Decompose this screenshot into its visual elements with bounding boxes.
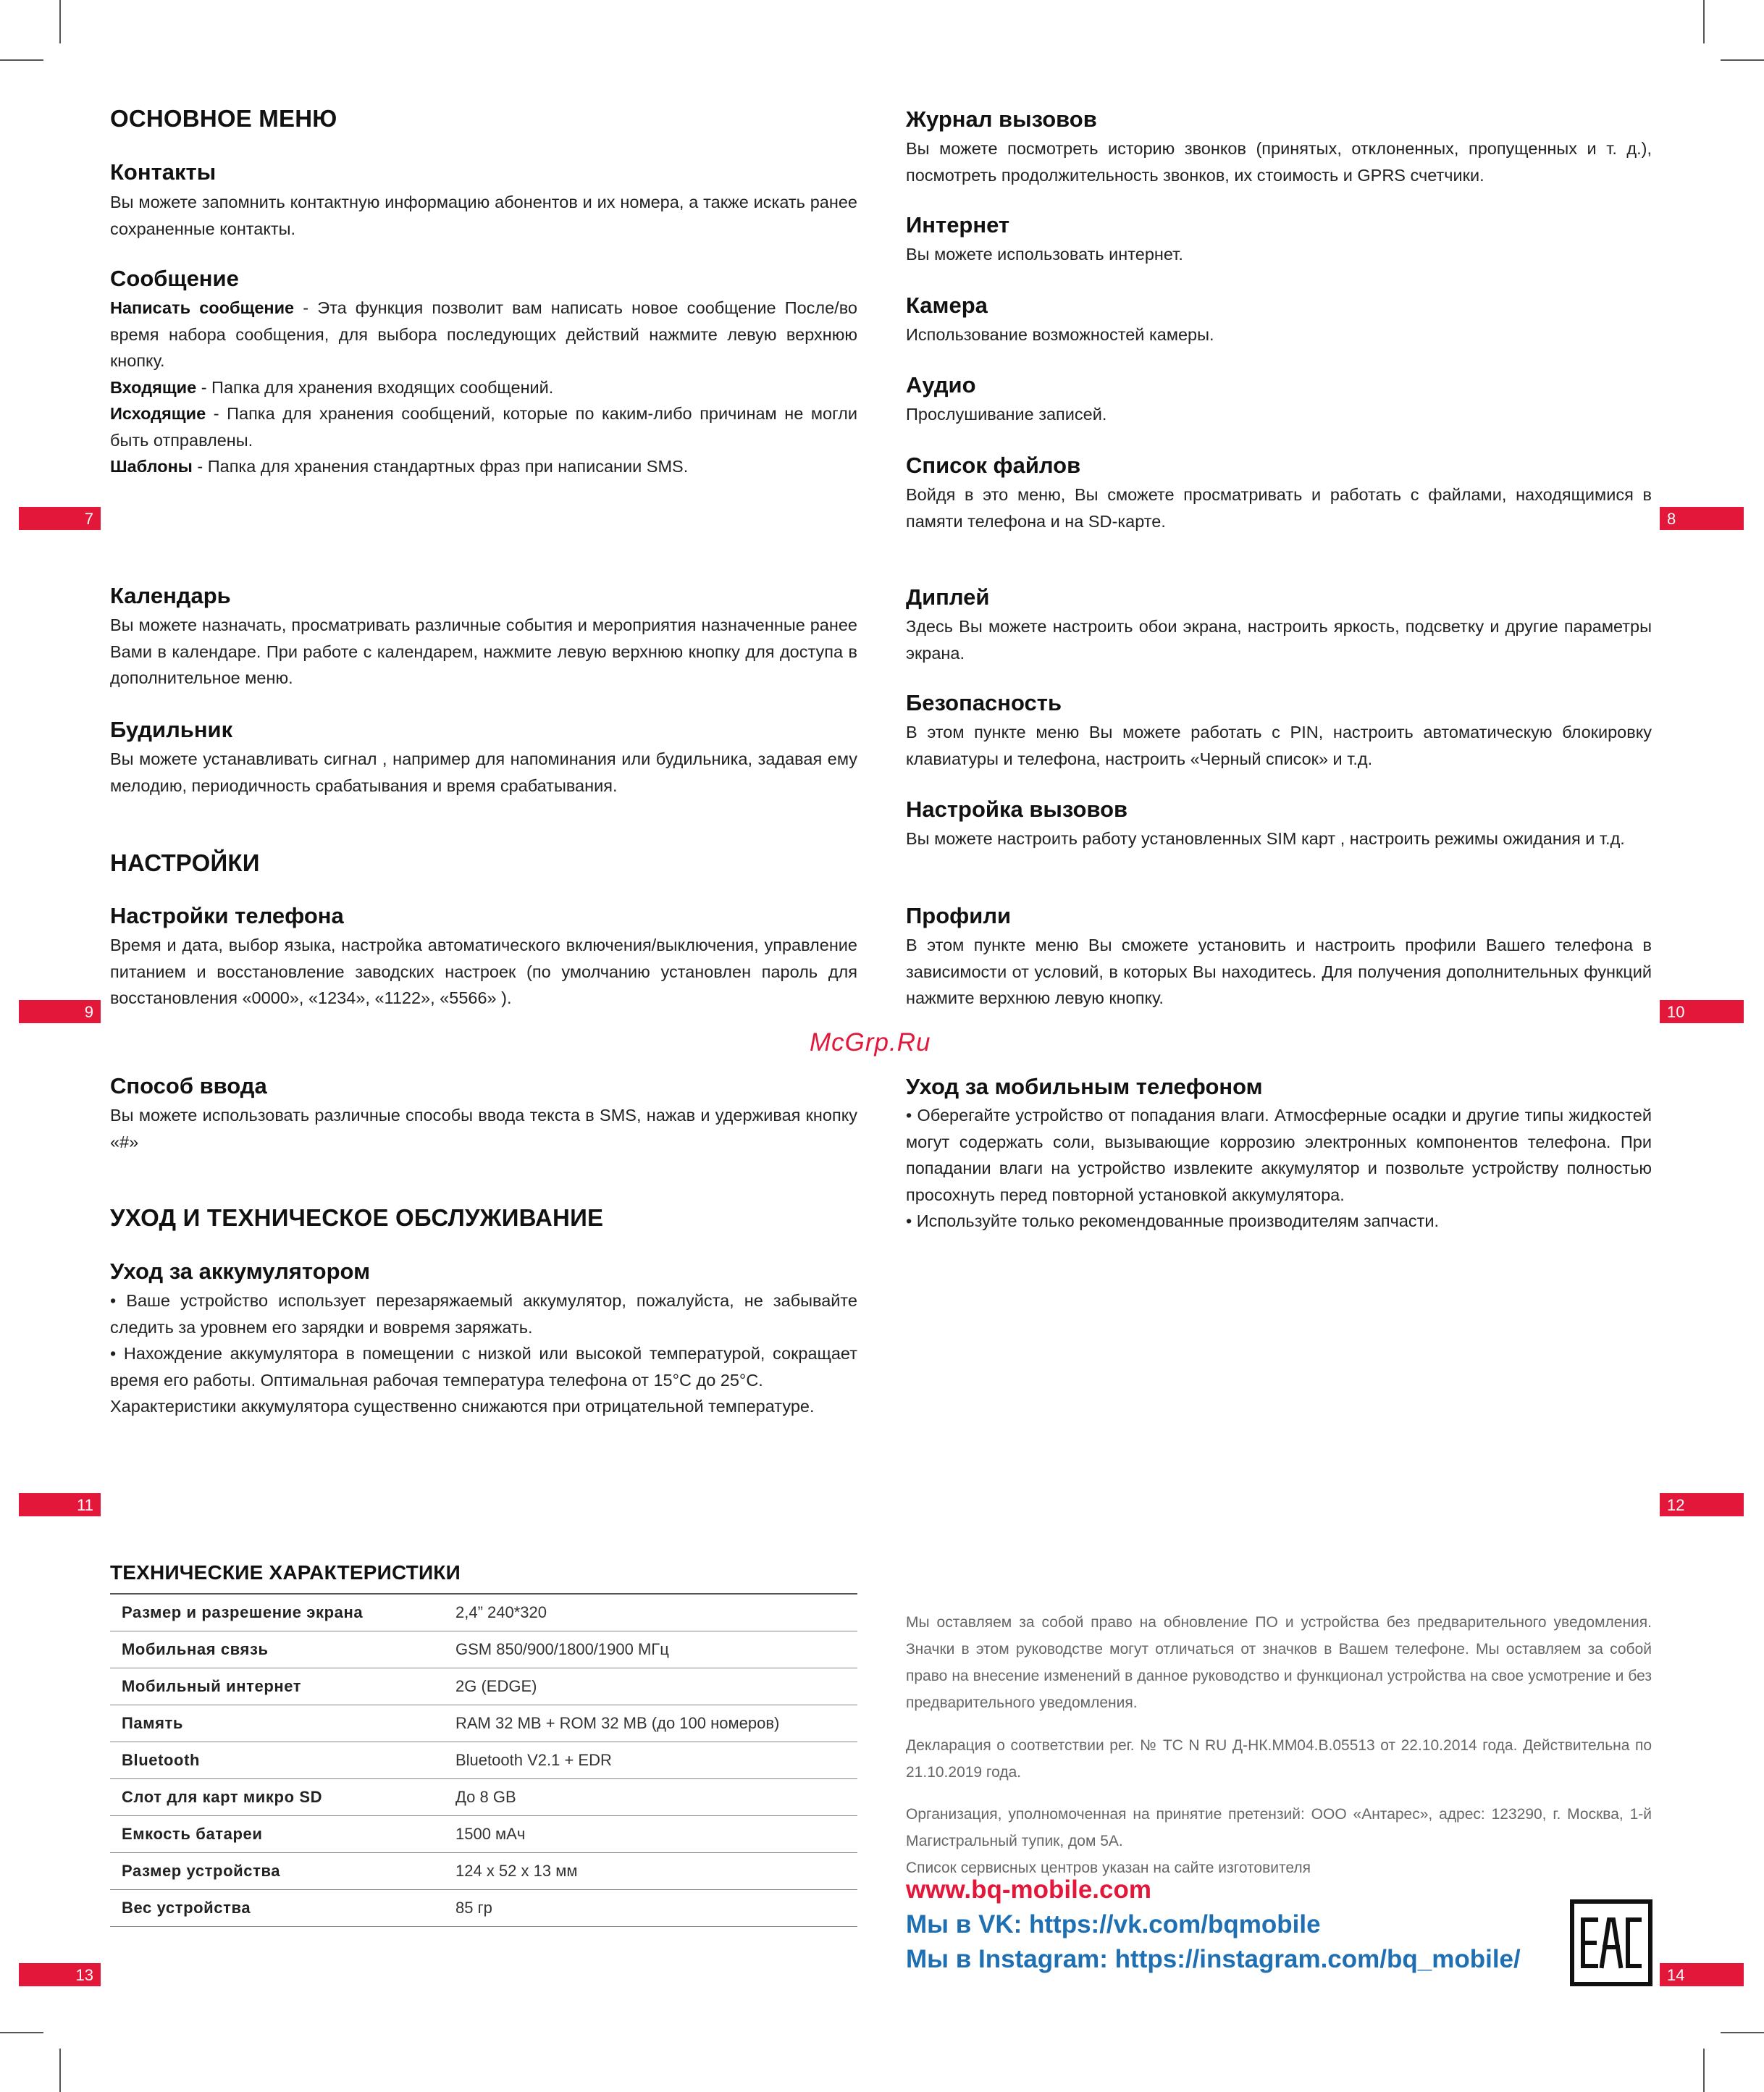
spec-key: Вес устройства xyxy=(110,1890,444,1927)
label-outbox: Исходящие xyxy=(110,404,206,423)
heading-input-method: Способ ввода xyxy=(110,1073,267,1098)
spec-value: 2G (EDGE) xyxy=(444,1668,857,1705)
item-write-message xyxy=(110,295,857,374)
vk-link[interactable]: Мы в VK: https://vk.com/bqmobile xyxy=(906,1910,1321,1938)
crop-mark xyxy=(1721,59,1764,61)
heading-battery-care: Уход за аккумулятором xyxy=(110,1259,370,1284)
battery-item-1: • Ваше устройство использует перезаряжаемый аккумулятор, пожалуйста, не забывайте следить за уровнем его зарядки и вовремя заряжать. xyxy=(110,1291,857,1337)
section-title-settings: НАСТРОЙКИ xyxy=(110,849,260,876)
phone-care-item-2: • Используйте только рекомендованные производителям запчасти. xyxy=(906,1211,1440,1230)
phone-care-item-1: • Оберегайте устройство от попадания влаги. Атмосферные осадки и другие типы жидкостей могут содержать соли, вызывающие коррозию электронных компонентов телефона. При попадании влаги на устройство извлеките аккумулятор и позвольте устройству полностью просохнуть перед повторной установкой аккумулятора. xyxy=(906,1106,1652,1204)
spec-key: Слот для карт микро SD xyxy=(110,1779,444,1816)
text-internet: Вы можете использовать интернет. xyxy=(906,245,1183,264)
section-title-main-menu: ОСНОВНОЕ МЕНЮ xyxy=(110,105,337,132)
crop-mark xyxy=(1703,2049,1705,2092)
specs-table xyxy=(110,1593,857,1927)
legal-notice: Мы оставляем за собой право на обновление ПО и устройства без предварительного уведомления. Значки в этом руководстве могут отличаться от значков в Вашем телефоне. Мы оставляем за собой право на внесение изменений в данное руководство и функционал устройства на свое усмотрение и без предварительного уведомления. xyxy=(906,1614,1652,1711)
claims-organization: Организация, уполномоченная на принятие претензий: ООО «Антарес», адрес: 123290, г. Москва, 1-й Магистральный тупик, дом 5А. xyxy=(906,1806,1652,1849)
spec-row xyxy=(110,1816,857,1853)
heading-message: Сообщение xyxy=(110,266,239,291)
spec-row xyxy=(110,1668,857,1705)
spec-row xyxy=(110,1779,857,1816)
crop-mark xyxy=(1721,2032,1764,2033)
text-profiles: В этом пункте меню Вы сможете установить и настроить профили Вашего телефона в зависимости от условий, в которых Вы находитесь. Для получения дополнительных функций нажмите верхнюю левую кнопку. xyxy=(906,936,1652,1007)
heading-internet: Интернет xyxy=(906,212,1010,238)
eac-letters-icon xyxy=(1574,1904,1648,1982)
spec-row xyxy=(110,1631,857,1668)
battery-item-2: • Нахождение аккумулятора в помещении с низкой или высокой температурой, сокращает время его работы. Оптимальная рабочая температура телефона от 15°С до 25°С. xyxy=(110,1344,857,1390)
crop-mark xyxy=(59,2049,61,2092)
battery-item-3: Характеристики аккумулятора существенно снижаются при отрицательной температуре. xyxy=(110,1397,815,1416)
spec-value: GSM 850/900/1800/1900 МГц xyxy=(444,1631,857,1668)
spec-value: 1500 мАч xyxy=(444,1816,857,1853)
page-number-9: 9 xyxy=(19,1000,101,1023)
crop-mark xyxy=(0,59,43,61)
spec-row xyxy=(110,1742,857,1779)
page-number-13: 13 xyxy=(19,1963,101,1986)
label-inbox: Входящие xyxy=(110,377,197,397)
section-title-care: УХОД И ТЕХНИЧЕСКОЕ ОБСЛУЖИВАНИЕ xyxy=(110,1204,604,1231)
heading-calendar: Календарь xyxy=(110,583,231,608)
crop-mark xyxy=(0,2032,43,2033)
crop-mark xyxy=(1703,0,1705,43)
desc-write-message: - Эта функция позволит вам написать новое сообщение После/во время набора сообщения, для выбора последующих действий нажмите левую верхнюю кнопку. xyxy=(110,298,858,370)
section-title-specs: ТЕХНИЧЕСКИЕ ХАРАКТЕРИСТИКИ xyxy=(110,1561,461,1584)
eac-mark-icon xyxy=(1570,1899,1652,1986)
heading-profiles: Профили xyxy=(906,903,1012,928)
instagram-link[interactable]: Мы в Instagram: https://instagram.com/bq_mobile/ xyxy=(906,1945,1521,1973)
declaration: Декларация о соответствии рег. № ТС N RU Д-НК.ММ04.В.05513 от 22.10.2014 года. Действительна по 21.10.2019 года. xyxy=(906,1737,1652,1781)
text-phone-care xyxy=(906,1102,1652,1235)
spec-value: RAM 32 MB + ROM 32 MB (до 100 номеров) xyxy=(444,1705,857,1742)
desc-inbox: - Папка для хранения входящих сообщений. xyxy=(196,377,554,397)
spec-key: Мобильная связь xyxy=(110,1631,444,1668)
spec-row xyxy=(110,1705,857,1742)
text-security: В этом пункте меню Вы можете работать с PIN, настроить автоматическую блокировку клавиатуры и телефона, настроить «Черный список» и т.д. xyxy=(906,723,1652,768)
text-input-method: Вы можете использовать различные способы ввода текста в SMS, нажав и удерживая кнопку «#» xyxy=(110,1106,857,1151)
text-alarm: Вы можете устанавливать сигнал , например для напоминания или будильника, задавая ему мелодию, периодичность срабатывания и время срабатывания. xyxy=(110,749,857,795)
page-number-10: 10 xyxy=(1660,1000,1744,1023)
watermark: McGrp.Ru xyxy=(810,1028,931,1056)
page-number-12: 12 xyxy=(1660,1493,1744,1516)
spec-row xyxy=(110,1853,857,1890)
heading-alarm: Будильник xyxy=(110,717,233,742)
website-link[interactable]: www.bq-mobile.com xyxy=(906,1875,1151,1904)
page-number-8: 8 xyxy=(1660,507,1744,530)
heading-display: Диплей xyxy=(906,584,990,610)
heading-call-log: Журнал вызовов xyxy=(906,106,1097,132)
spec-key: Размер и разрешение экрана xyxy=(110,1594,444,1631)
page-number-7: 7 xyxy=(19,507,101,530)
text-call-settings: Вы можете настроить работу установленных SIM карт , настроить режимы ожидания и т.д. xyxy=(906,829,1625,848)
page-number-14: 14 xyxy=(1660,1963,1744,1986)
text-file-list: Войдя в это меню, Вы сможете просматривать и работать с файлами, находящимися в памяти телефона и на SD-карте. xyxy=(906,485,1652,531)
heading-camera: Камера xyxy=(906,293,988,318)
spec-value: До 8 GB xyxy=(444,1779,857,1816)
heading-phone-care: Уход за мобильным телефоном xyxy=(906,1074,1263,1099)
spec-key: Емкость батареи xyxy=(110,1816,444,1853)
page-number-11: 11 xyxy=(19,1493,101,1516)
service-centers-note: Список сервисных центров указан на сайте изготовителя xyxy=(906,1860,1311,1876)
text-contacts: Вы можете запомнить контактную информацию абонентов и их номера, а также искать ранее сохраненные контакты. xyxy=(110,193,857,238)
text-display: Здесь Вы можете настроить обои экрана, настроить яркость, подсветку и другие параметры экрана. xyxy=(906,617,1652,663)
heading-audio: Аудио xyxy=(906,372,976,398)
spec-value: 85 гр xyxy=(444,1890,857,1927)
text-audio: Прослушивание записей. xyxy=(906,405,1107,424)
spec-value: 2,4” 240*320 xyxy=(444,1594,857,1631)
spec-key: Размер устройства xyxy=(110,1853,444,1890)
text-phone-settings: Время и дата, выбор языка, настройка автоматического включения/выключения, управление питанием и восстановление заводских настроек (по умолчанию установлен пароль для восстановления «0000», «1234», «1122», «5566» ). xyxy=(110,936,857,1007)
item-outbox xyxy=(110,400,857,453)
text-calendar: Вы можете назначать, просматривать различные события и мероприятия назначенные ранее Вами в календаре. При работе с календарем, нажмите левую верхнюю кнопку для доступа в дополнительное меню. xyxy=(110,616,857,687)
heading-call-settings: Настройка вызовов xyxy=(906,797,1128,822)
spec-value: 124 х 52 х 13 мм xyxy=(444,1853,857,1890)
item-inbox xyxy=(110,374,857,401)
spec-value: Bluetooth V2.1 + EDR xyxy=(444,1742,857,1779)
spec-row xyxy=(110,1890,857,1927)
text-call-log: Вы можете посмотреть историю звонков (принятых, отклоненных, пропущенных и т. д.), посмотреть продолжительность звонков, их стоимость и GPRS счетчики. xyxy=(906,139,1652,185)
desc-templates: - Папка для хранения стандартных фраз при написании SMS. xyxy=(192,457,689,476)
heading-contacts: Контакты xyxy=(110,159,217,185)
spec-key: Мобильный интернет xyxy=(110,1668,444,1705)
heading-file-list: Список файлов xyxy=(906,453,1081,478)
spec-key: Bluetooth xyxy=(110,1742,444,1779)
item-templates xyxy=(110,453,857,480)
text-camera: Использование возможностей камеры. xyxy=(906,325,1214,344)
spec-row xyxy=(110,1594,857,1631)
label-write-message: Написать сообщение xyxy=(110,298,295,317)
spec-key: Память xyxy=(110,1705,444,1742)
label-templates: Шаблоны xyxy=(110,457,193,476)
heading-phone-settings: Настройки телефона xyxy=(110,903,344,928)
text-battery-care xyxy=(110,1287,857,1420)
text-message xyxy=(110,295,857,480)
heading-security: Безопасность xyxy=(906,690,1062,715)
desc-outbox: - Папка для хранения сообщений, которые по каким-либо причинам не могли быть отправлены. xyxy=(110,404,857,450)
crop-mark xyxy=(59,0,61,43)
